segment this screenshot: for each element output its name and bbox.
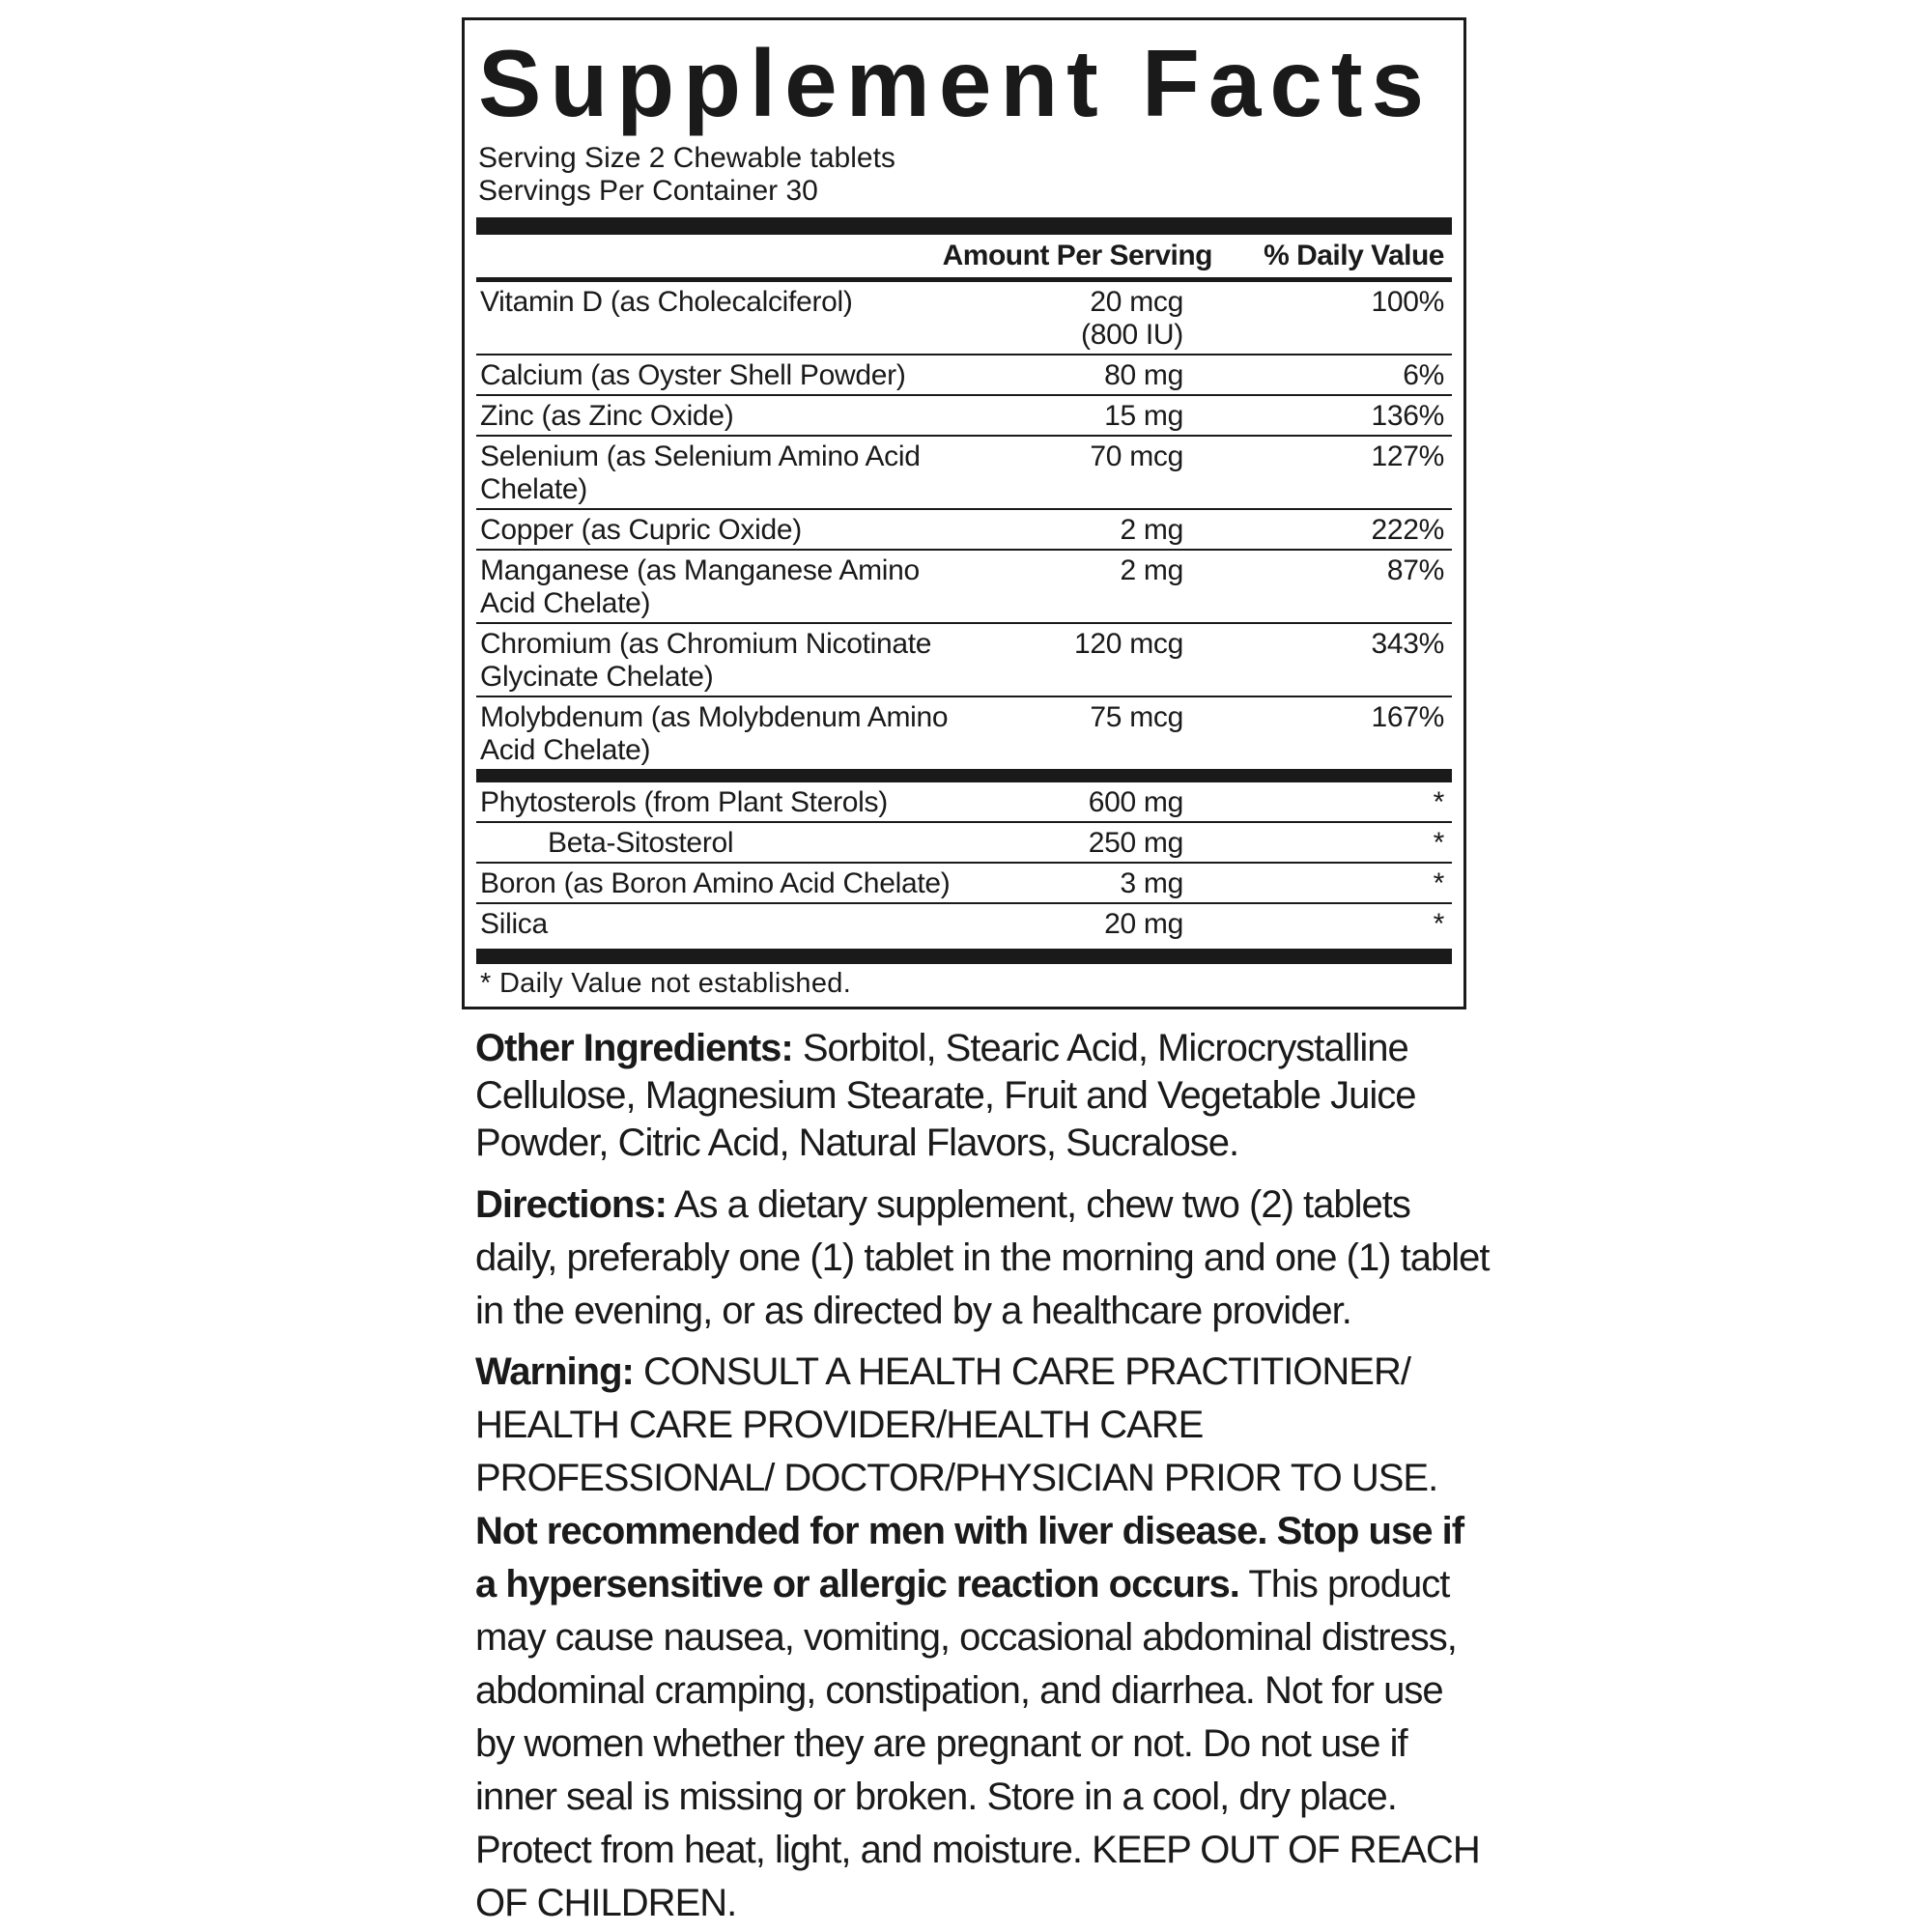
- directions-label: Directions:: [475, 1183, 667, 1226]
- nutrient-amount: 2 mg: [1120, 514, 1183, 546]
- nutrient-name: Zinc (as Zinc Oxide): [480, 400, 734, 432]
- amount-header: Amount Per Serving: [942, 240, 1212, 271]
- nutrient-row: [476, 696, 1452, 769]
- nutrient-row: [476, 622, 1452, 696]
- divider-bottom: [476, 949, 1452, 964]
- nutrient-amount: 250 mg: [1088, 827, 1183, 859]
- nutrient-name-line1: Chromium (as Chromium Nicotinate: [480, 628, 932, 660]
- daily-value-header: % Daily Value: [1264, 240, 1444, 271]
- nutrient-amount: 15 mg: [1104, 400, 1183, 432]
- nutrient-amount: 120 mcg: [1074, 628, 1183, 660]
- servings-per-container: Servings Per Container 30: [478, 175, 818, 207]
- nutrient-name: Boron (as Boron Amino Acid Chelate): [480, 867, 951, 899]
- nutrient-name: Selenium (as Selenium Amino Acid Chelate): [480, 440, 921, 505]
- nutrient-name: [476, 554, 990, 620]
- amount-primary: 20 mcg: [1090, 286, 1183, 318]
- other-ingredients-text: Sorbitol, Stearic Acid, Microcrystalline Cellulose, Magnesium Stearate, Fruit and Vegetable Juice Powder, Citric Acid, Natural Flavors, Sucralose.: [475, 1027, 1416, 1164]
- nutrient-name: Silica: [480, 908, 548, 940]
- nutrient-row: [476, 821, 1452, 862]
- nutrient-daily-value: 87%: [1386, 554, 1444, 586]
- nutrient-name-line1: Molybdenum (as Molybdenum Amino: [480, 701, 949, 733]
- divider-thick: [476, 217, 1452, 235]
- other-ingredients-label: Other Ingredients:: [475, 1027, 793, 1069]
- nutrient-name: Vitamin D (as Cholecalciferol): [480, 286, 853, 318]
- nutrient-daily-value: *: [1433, 908, 1444, 940]
- nutrient-name-line2: Acid Chelate): [480, 734, 651, 766]
- nutrient-daily-value: 6%: [1403, 359, 1444, 391]
- nutrient-name: Copper (as Cupric Oxide): [480, 514, 802, 546]
- nutrient-amount: 80 mg: [1104, 359, 1183, 391]
- nutrient-row: [476, 394, 1452, 435]
- nutrient-row: [476, 282, 1452, 354]
- nutrient-row: [476, 508, 1452, 549]
- nutrient-table: [476, 282, 1452, 943]
- nutrient-daily-value: *: [1433, 867, 1444, 899]
- warning-text: CONSULT A HEALTH CARE PRACTITIONER/ HEALTH CARE PROVIDER/HEALTH CARE PROFESSIONAL/ DOCTOR/PHYSICIAN PRIOR TO USE.: [475, 1350, 1438, 1499]
- nutrient-name: Phytosterols (from Plant Sterols): [480, 786, 888, 818]
- nutrient-amount: 3 mg: [1120, 867, 1183, 899]
- directions-text: As a dietary supplement, chew two (2) tablets daily, preferably one (1) tablet in the morning and one (1) tablet in the evening, or as directed by a healthcare provider.: [475, 1183, 1490, 1332]
- nutrient-amount: 75 mcg: [1090, 701, 1183, 733]
- warning-label: Warning:: [475, 1350, 634, 1393]
- nutrient-row: [476, 549, 1452, 622]
- nutrient-row: [476, 354, 1452, 394]
- column-headers: [476, 235, 1452, 277]
- nutrient-daily-value: 343%: [1371, 628, 1444, 660]
- nutrient-daily-value: *: [1433, 786, 1444, 818]
- nutrient-name: Calcium (as Oyster Shell Powder): [480, 359, 906, 391]
- warning-bold-text: Not recommended for men with liver disease. Stop use if a hypersensitive or allergic reaction occurs.: [475, 1510, 1464, 1605]
- nutrient-row: [476, 769, 1452, 821]
- nutrient-amount: 70 mcg: [1090, 440, 1183, 472]
- nutrient-daily-value: 167%: [1371, 701, 1444, 733]
- serving-size: Serving Size 2 Chewable tablets: [478, 142, 895, 174]
- footnote: * Daily Value not established.: [480, 968, 852, 999]
- warning: [475, 1346, 1490, 1930]
- nutrient-name: [476, 628, 990, 694]
- nutrient-row: [476, 435, 1452, 508]
- nutrient-name: Beta-Sitosterol: [548, 827, 734, 859]
- nutrient-amount: 600 mg: [1088, 786, 1183, 818]
- nutrient-amount: 20 mg: [1104, 908, 1183, 940]
- nutrient-name-line2: Acid Chelate): [480, 587, 651, 619]
- supplement-label: [462, 17, 1490, 1930]
- nutrient-daily-value: 100%: [1371, 286, 1444, 318]
- nutrient-daily-value: 127%: [1371, 440, 1444, 472]
- supplement-facts-panel: [462, 17, 1466, 1009]
- nutrient-daily-value: *: [1433, 827, 1444, 859]
- amount-secondary: (800 IU): [1081, 319, 1183, 351]
- nutrient-name-line1: Manganese (as Manganese Amino: [480, 554, 920, 586]
- nutrient-name: [476, 701, 990, 767]
- nutrient-amount: 2 mg: [1120, 554, 1183, 586]
- directions: [475, 1179, 1490, 1338]
- nutrient-amount: [990, 286, 1203, 352]
- nutrient-daily-value: 222%: [1371, 514, 1444, 546]
- nutrient-row: [476, 862, 1452, 902]
- nutrient-row: [476, 902, 1452, 943]
- nutrient-daily-value: 136%: [1371, 400, 1444, 432]
- warning-text-continued: This product may cause nausea, vomiting, occasional abdominal distress, abdominal cramping, constipation, and diarrhea. Not for use by women whether they are pregnant or not. Do not use if inner seal is missing or broken. Store in a cool, dry place. Protect from heat, light, and moisture. KEEP OUT OF REACH OF CHILDREN.: [475, 1563, 1480, 1924]
- other-ingredients: [475, 1025, 1490, 1167]
- nutrient-name-line2: Glycinate Chelate): [480, 661, 714, 693]
- panel-title: Supplement Facts: [478, 30, 1434, 136]
